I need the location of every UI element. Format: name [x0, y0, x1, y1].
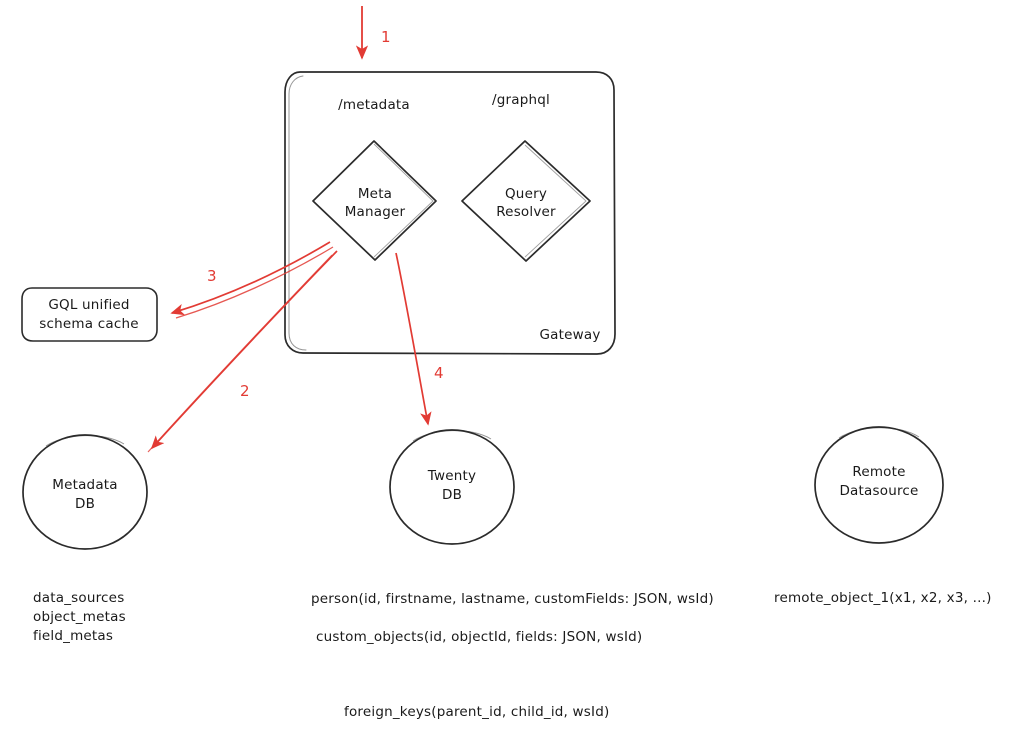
schema-cache-label-line1: GQL unified	[48, 297, 130, 314]
twenty-db-table-foreign-keys: foreign_keys(parent_id, child_id, wsId)	[344, 704, 610, 720]
arrow-4	[396, 253, 428, 424]
metadata-db-table-field-metas: field_metas	[33, 628, 114, 644]
meta-manager-label-line2: Manager	[344, 204, 406, 221]
arrow-label-4: 4	[434, 364, 444, 382]
metadata-db-label-line1: Metadata	[52, 477, 118, 494]
remote-datasource-label-line2: Datasource	[839, 483, 919, 500]
endpoint-graphql-label: /graphql	[492, 92, 550, 109]
arrow-label-2: 2	[240, 382, 250, 400]
schema-cache-label-line2: schema cache	[39, 316, 139, 333]
arrow-label-1: 1	[381, 28, 391, 46]
meta-manager-label-line1: Meta	[357, 186, 393, 203]
arrow-label-3: 3	[207, 267, 217, 285]
twenty-db-label-line1: Twenty	[427, 468, 477, 485]
twenty-db-table-custom-objects: custom_objects(id, objectId, fields: JSON, wsId)	[316, 629, 643, 645]
gateway-box	[285, 72, 615, 354]
metadata-db-label-line2: DB	[74, 496, 96, 513]
arrow-2	[148, 251, 337, 452]
twenty-db-table-person: person(id, firstname, lastname, customFields: JSON, wsId)	[311, 591, 714, 607]
endpoint-metadata-label: /metadata	[338, 97, 410, 114]
query-resolver-label-line2: Resolver	[496, 204, 556, 221]
query-resolver-label-line1: Query	[504, 186, 548, 203]
remote-datasource-table-remote-object-1: remote_object_1(x1, x2, x3, ...)	[774, 590, 992, 606]
metadata-db-table-object-metas: object_metas	[33, 609, 126, 625]
remote-datasource-label-line1: Remote	[852, 464, 906, 481]
metadata-db-table-data-sources: data_sources	[33, 590, 125, 606]
twenty-db-label-line2: DB	[441, 487, 463, 504]
gateway-label: Gateway	[539, 327, 601, 344]
